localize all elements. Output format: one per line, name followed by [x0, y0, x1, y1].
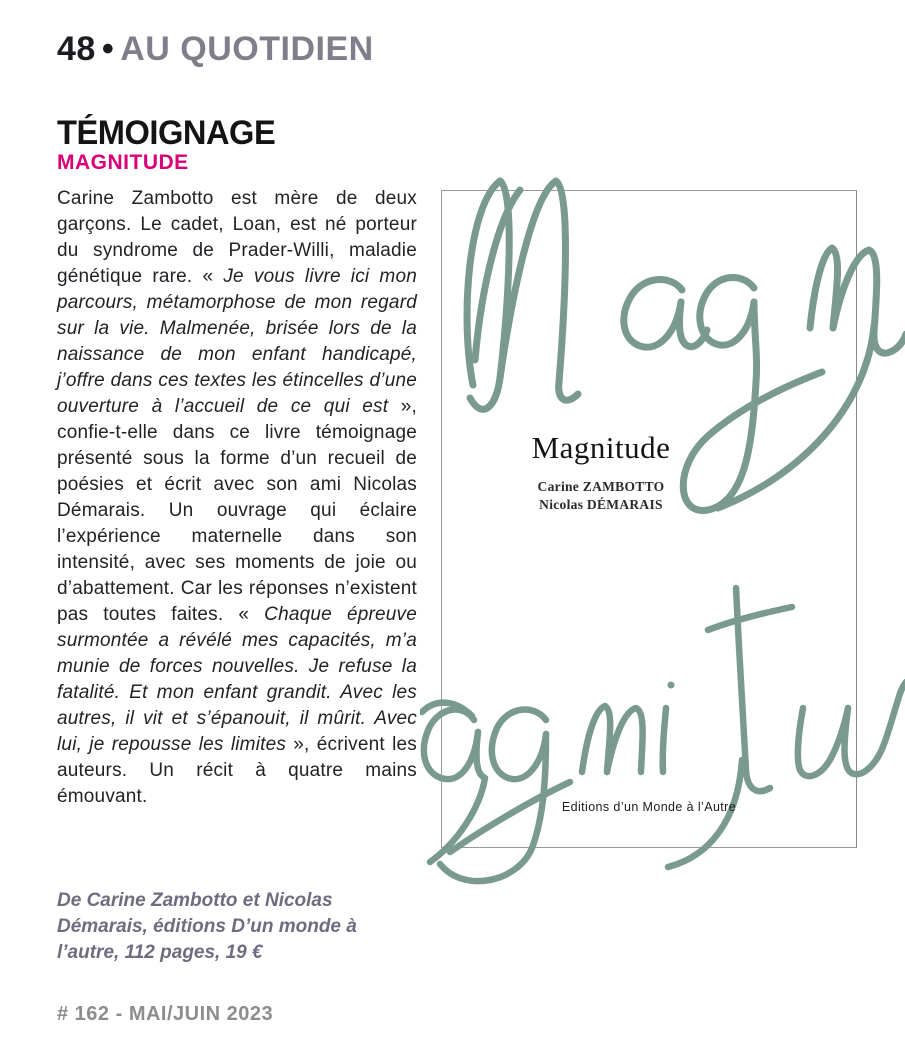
- body-segment-roman: », écrivent les auteurs. Un récit à quatre mains émouvant.: [57, 734, 417, 807]
- article-body: [57, 186, 417, 810]
- book-publisher: Editions d’un Monde à l’Autre: [561, 800, 737, 814]
- article-credit: De Carine Zambotto et Nicolas Démarais, éditions D’un monde à l’autre, 112 pages, 19 €: [57, 890, 357, 963]
- article-kicker: TÉMOIGNAGE: [57, 114, 276, 152]
- book-title: Magnitude: [531, 430, 671, 465]
- issue-footer: # 162 - MAI/JUIN 2023: [57, 1003, 274, 1025]
- book-author-line: Nicolas DÉMARAIS: [539, 497, 663, 512]
- body-segment-italic: Je vous livre ici mon parcours, métamorphose de mon regard sur la vie. Malmenée, brisée lors de la naissance de mon enfant handicapé, j’offre dans ces textes les étincelles d’une ouverture à l’accueil de ce qui est: [57, 266, 417, 417]
- header-bullet-separator: •: [101, 30, 115, 68]
- book-authors: [481, 478, 721, 514]
- book-author-line: Carine ZAMBOTTO: [537, 479, 665, 494]
- body-segment-roman: », confie-t-elle dans ce livre témoignage présenté sous la forme d’un recueil de poésies et écrit avec son ami Nicolas Démarais. Un ouvrage qui éclaire l’expérience maternelle dans son intensité, avec ses moments de joie ou d’abattement. Car les réponses n’existent pas toutes faites. «: [57, 396, 417, 625]
- book-cover: [420, 160, 905, 890]
- article-title: MAGNITUDE: [57, 151, 189, 174]
- body-segment-italic: Chaque épreuve surmontée a révélé mes capacités, m’a munie de forces nouvelles. Je refuse la fatalité. Et mon enfant grandit. Avec les autres, il vit et s’épanouit, il mûrit. Avec lui, je repousse les limites: [57, 604, 417, 755]
- body-segment-roman: Carine Zambotto est mère de deux garçons. Le cadet, Loan, est né porteur du syndrome de Prader-Willi, maladie génétique rare. «: [57, 188, 417, 287]
- cover-script-art: [420, 160, 905, 890]
- script-bottom-agnitu: [422, 588, 905, 881]
- page-number: 48: [57, 30, 96, 68]
- section-title: AU QUOTIDIEN: [120, 30, 374, 68]
- page-header: [57, 30, 374, 69]
